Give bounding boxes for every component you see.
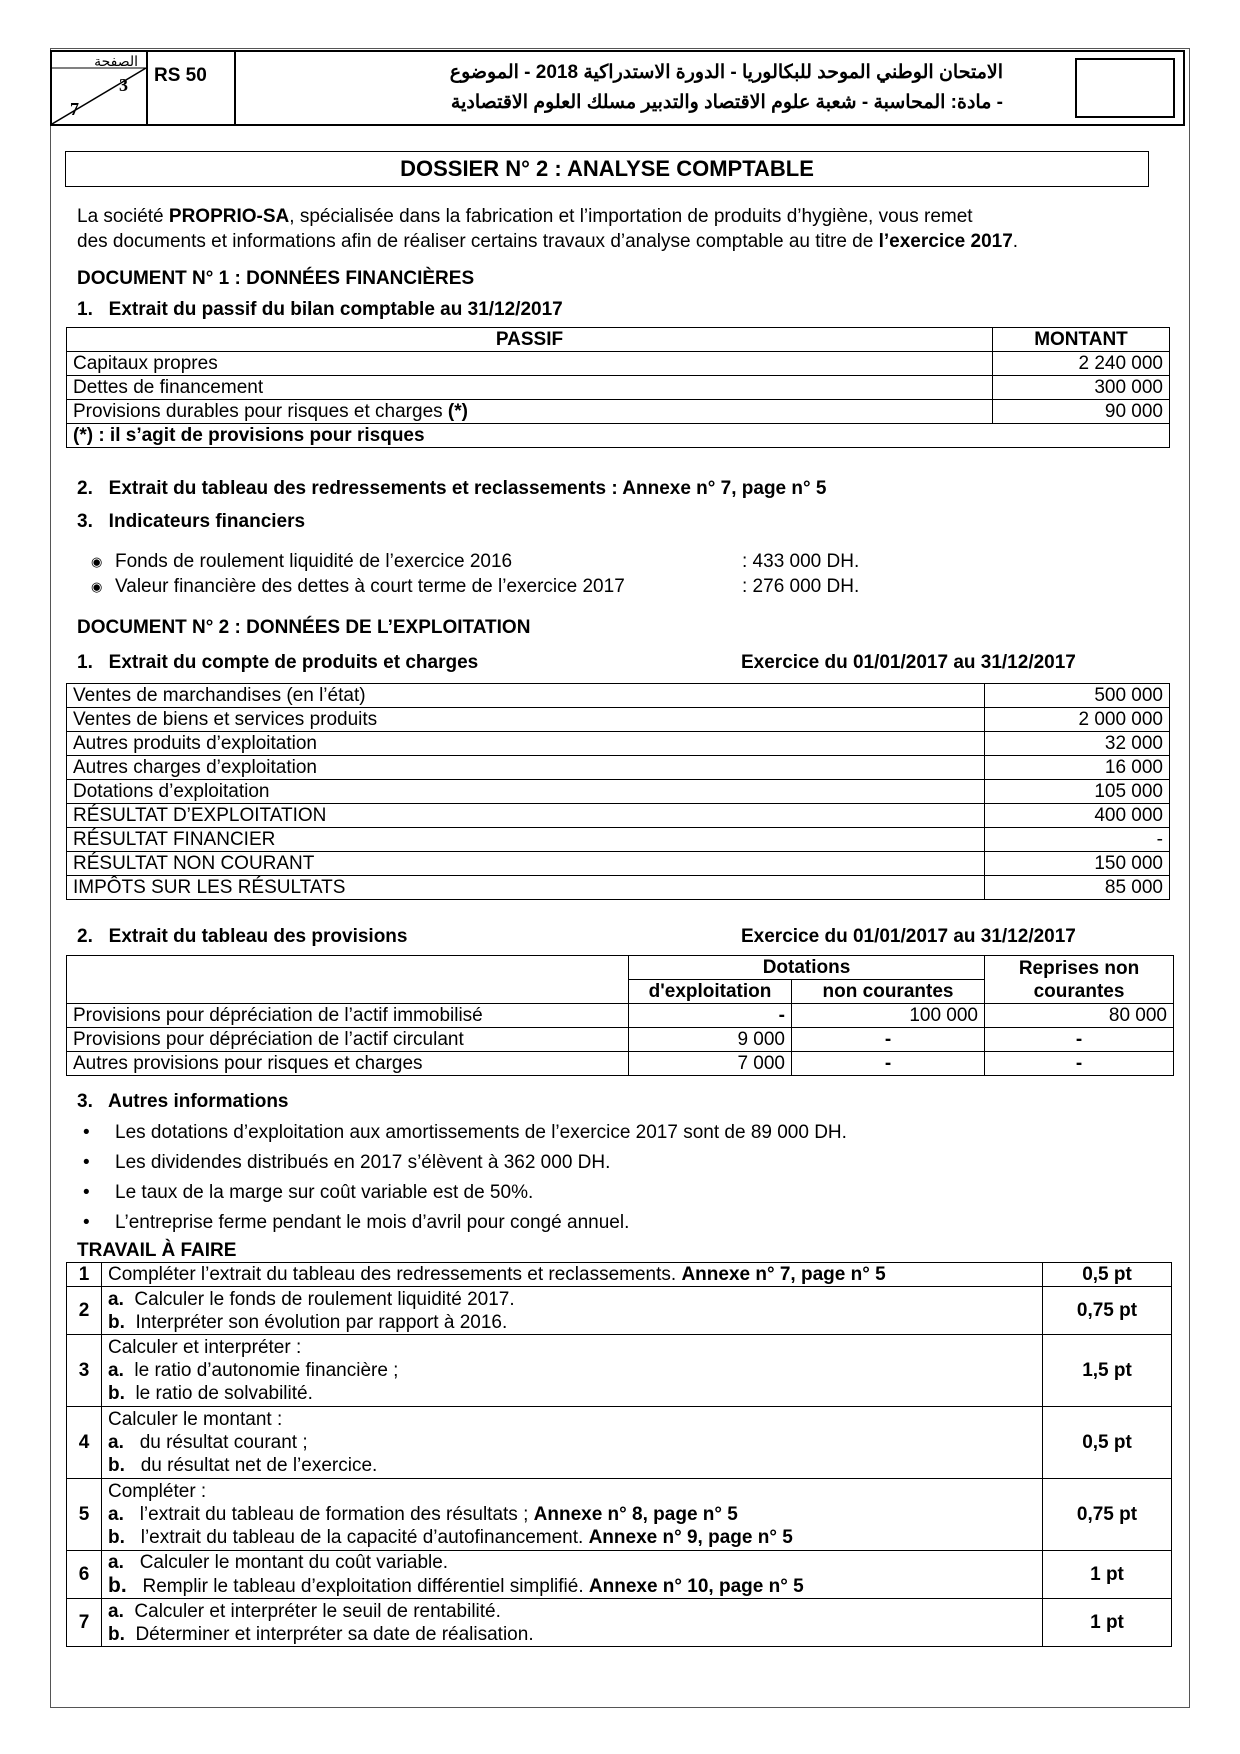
company-name: PROPRIO-SA [168,206,290,227]
row-value: - [985,1028,1174,1052]
task-text [102,1287,1043,1335]
row-label: Autres charges d’exploitation [67,756,985,780]
task-points: 1 pt [1043,1599,1172,1647]
row-label: RÉSULTAT NON COURANT [67,852,985,876]
row-value: 100 000 [792,1004,985,1028]
row-label: Dettes de financement [67,376,993,400]
task-text [102,1335,1043,1407]
task-points: 0,75 pt [1043,1287,1172,1335]
row-value: 105 000 [985,780,1170,804]
indicator-value: : 276 000 DH. [742,576,860,597]
item-letter: b. [108,1383,125,1404]
row-value: 32 000 [985,732,1170,756]
task-line: Calculer et interpréter le seuil de rentabilité. [123,1600,501,1622]
doc2-section-3: 3. Autres informations [77,1091,289,1112]
table-row [67,828,1170,852]
row-value: 7 000 [629,1052,792,1076]
table-row [67,852,1170,876]
indicator-label: Fonds de roulement liquidité de l’exercice 2016 [115,551,513,572]
doc2-section-1-period: Exercice du 01/01/2017 au 31/12/2017 [741,652,1076,673]
doc1-section-2: 2. Extrait du tableau des redressements et reclassements : Annexe n° 7, page n° 5 [77,478,827,499]
task-line: Remplir le tableau d’exploitation différentiel simplifié. [126,1576,589,1597]
table-row [67,1335,1172,1407]
table-row [67,1287,1172,1335]
task-line: du résultat net de l’exercice. [124,1455,378,1476]
row-label: Autres produits d’exploitation [67,732,985,756]
exam-header [50,50,1185,126]
doc1-title: DOCUMENT N° 1 : DONNÉES FINANCIÈRES [77,268,475,289]
row-value: 16 000 [985,756,1170,780]
task-line: Calculer le montant du coût variable. [123,1552,449,1573]
work-table [66,1262,1172,1647]
table-row [67,708,1170,732]
row-value: 85 000 [985,876,1170,900]
table-row [67,376,1170,400]
table-row [67,804,1170,828]
page-number: 3 [119,75,128,95]
indicator-value: : 433 000 DH. [742,551,860,572]
task-line: Calculer le fonds de roulement liquidité 2017. [123,1288,515,1310]
intro-text: . [1012,231,1019,252]
page-total: 7 [70,99,79,119]
page-counter [51,51,147,125]
page-label: الصفحة [94,53,138,69]
doc2-title: DOCUMENT N° 2 : DONNÉES DE L’EXPLOITATION [77,617,531,638]
provisions-table [66,955,1174,1076]
doc2-section-2-period: Exercice du 01/01/2017 au 31/12/2017 [741,926,1076,947]
exam-title-arabic [235,51,1184,125]
row-label: RÉSULTAT FINANCIER [67,828,985,852]
task-text [102,1479,1043,1551]
passif-table [66,327,1170,448]
work-title: TRAVAIL À FAIRE [77,1240,237,1261]
bullet-icon: ◉ [91,579,103,594]
task-line: Compléter l’extrait du tableau des redressements et reclassements. [108,1264,682,1285]
item-letter: b. [108,1574,127,1597]
page-title: DOSSIER N° 2 : ANALYSE COMPTABLE [65,151,1149,187]
doc1-section-3: 3. Indicateurs financiers [77,511,306,532]
doc2-section-1: 1. Extrait du compte de produits et charges [77,652,479,673]
table-row [67,1407,1172,1479]
item-letter: a. [108,1504,124,1525]
row-value: 150 000 [985,852,1170,876]
row-label: Provisions pour dépréciation de l’actif immobilisé [67,1004,629,1028]
table-row [67,1599,1172,1647]
empty-corner [67,956,629,1004]
doc1-section-1: 1. Extrait du passif du bilan comptable au 31/12/2017 [77,299,563,320]
task-text [102,1551,1043,1599]
task-line: Calculer le montant : [108,1409,283,1430]
table-row [67,1479,1172,1551]
grade-box [1075,58,1175,118]
bullet-icon: • [83,1212,90,1233]
footnote-mark: (*) [447,401,468,422]
table-row [67,1551,1172,1599]
item-letter: b. [108,1311,125,1333]
row-label: Ventes de biens et services produits [67,708,985,732]
row-value: - [792,1052,985,1076]
subject-code-text: RS 50 [154,65,207,86]
list-item [77,1180,1157,1210]
row-value: 80 000 [985,1004,1174,1028]
row-value: - [629,1004,792,1028]
list-item [77,549,1077,574]
info-text: Les dividendes distribués en 2017 s’élèvent à 362 000 DH. [115,1152,611,1173]
exploitation-header: d'exploitation [629,980,792,1004]
list-item [77,1210,1157,1240]
task-number: 1 [67,1263,102,1287]
task-line: le ratio de solvabilité. [124,1383,313,1404]
row-label [67,400,993,424]
task-number: 2 [67,1287,102,1335]
task-points: 0,5 pt [1043,1407,1172,1479]
task-line: Déterminer et interpréter sa date de réalisation. [124,1623,534,1645]
task-line: Calculer et interpréter : [108,1337,302,1358]
intro-text: des documents et informations afin de réaliser certains travaux d’analyse comptable au titre de [77,231,879,252]
task-points: 0,5 pt [1043,1263,1172,1287]
info-text: Le taux de la marge sur coût variable est de 50%. [115,1182,534,1203]
task-line: le ratio d’autonomie financière ; [123,1360,399,1381]
list-item [77,1120,1157,1150]
row-value: - [985,828,1170,852]
task-line: l’extrait du tableau de formation des résultats ; [123,1504,534,1525]
item-letter: a. [108,1432,124,1453]
bullet-icon: • [83,1182,90,1203]
bullet-icon: • [83,1122,90,1143]
dotations-header: Dotations [629,956,985,980]
task-line: l’extrait du tableau de la capacité d’autofinancement. [124,1527,589,1548]
intro-paragraph [77,204,1167,254]
task-line: Interpréter son évolution par rapport à 2016. [124,1311,508,1333]
task-points: 1,5 pt [1043,1335,1172,1407]
arabic-line-1: الامتحان الوطني الموحد للبكالوريا - الدورة الاستدراكية 2018 - الموضوع [449,62,1003,83]
intro-text: La société [77,206,169,227]
info-text: Les dotations d’exploitation aux amortissements de l’exercice 2017 sont de 89 000 DH. [115,1122,847,1143]
table-row [67,780,1170,804]
annex-ref: Annexe n° 9, page n° 5 [588,1527,793,1548]
indicator-label: Valeur financière des dettes à court terme de l’exercice 2017 [115,576,625,597]
task-text [102,1407,1043,1479]
row-value: 90 000 [993,400,1170,424]
row-value: 400 000 [985,804,1170,828]
row-value: 2 000 000 [985,708,1170,732]
passif-note: (*) : il s’agit de provisions pour risques [67,424,1170,448]
item-letter: a. [108,1600,124,1622]
row-label: RÉSULTAT D’EXPLOITATION [67,804,985,828]
task-number: 3 [67,1335,102,1407]
row-value: 2 240 000 [993,352,1170,376]
row-value: 300 000 [993,376,1170,400]
task-number: 4 [67,1407,102,1479]
row-value: - [985,1052,1174,1076]
arabic-line-2: - مادة: المحاسبة - شعبة علوم الاقتصاد والتدبير مسلك العلوم الاقتصادية [450,92,1003,113]
task-number: 7 [67,1599,102,1647]
task-line: du résultat courant ; [123,1432,308,1453]
exercise-year: l’exercice 2017 [878,231,1013,252]
row-label: Dotations d’exploitation [67,780,985,804]
task-text [102,1599,1043,1647]
passif-header: PASSIF [67,328,993,352]
bullet-icon: ◉ [91,554,103,569]
task-number: 5 [67,1479,102,1551]
indicator-list [77,549,1077,599]
task-points: 1 pt [1043,1551,1172,1599]
subject-code [147,51,235,125]
table-row [67,876,1170,900]
row-label: Autres provisions pour risques et charges [67,1052,629,1076]
table-row [67,756,1170,780]
table-row [67,684,1170,708]
item-letter: a. [108,1552,124,1573]
reprises-header: Reprises non courantes [985,956,1174,1004]
task-line: Compléter : [108,1481,207,1502]
item-letter: b. [108,1455,125,1476]
item-letter: b. [108,1623,125,1645]
table-row [67,400,1170,424]
intro-text: , spécialisée dans la fabrication et l’importation de produits d’hygiène, vous remet [289,206,973,227]
item-letter: a. [108,1288,124,1310]
table-row [67,1052,1174,1076]
cpc-table [66,683,1170,900]
annex-ref: Annexe n° 10, page n° 5 [588,1576,804,1597]
row-label: IMPÔTS SUR LES RÉSULTATS [67,876,985,900]
list-item [77,574,1077,599]
table-row [67,1028,1174,1052]
row-value: 9 000 [629,1028,792,1052]
annex-ref: Annexe n° 7, page n° 5 [681,1264,886,1285]
row-value: 500 000 [985,684,1170,708]
table-row [67,1004,1174,1028]
table-row [67,352,1170,376]
non-courantes-header: non courantes [792,980,985,1004]
table-row [67,732,1170,756]
row-label-text: Provisions durables pour risques et charges [73,401,448,422]
annex-ref: Annexe n° 8, page n° 5 [533,1504,738,1525]
doc2-section-2: 2. Extrait du tableau des provisions [77,926,408,947]
row-label: Capitaux propres [67,352,993,376]
row-label: Ventes de marchandises (en l’état) [67,684,985,708]
task-points: 0,75 pt [1043,1479,1172,1551]
task-text [102,1263,1043,1287]
row-label: Provisions pour dépréciation de l’actif circulant [67,1028,629,1052]
table-row [67,1263,1172,1287]
item-letter: b. [108,1527,125,1548]
montant-header: MONTANT [993,328,1170,352]
bullet-icon: • [83,1152,90,1173]
row-value: - [792,1028,985,1052]
item-letter: a. [108,1360,124,1381]
task-number: 6 [67,1551,102,1599]
list-item [77,1150,1157,1180]
info-text: L’entreprise ferme pendant le mois d’avril pour congé annuel. [115,1212,630,1233]
other-info-list [77,1120,1157,1240]
